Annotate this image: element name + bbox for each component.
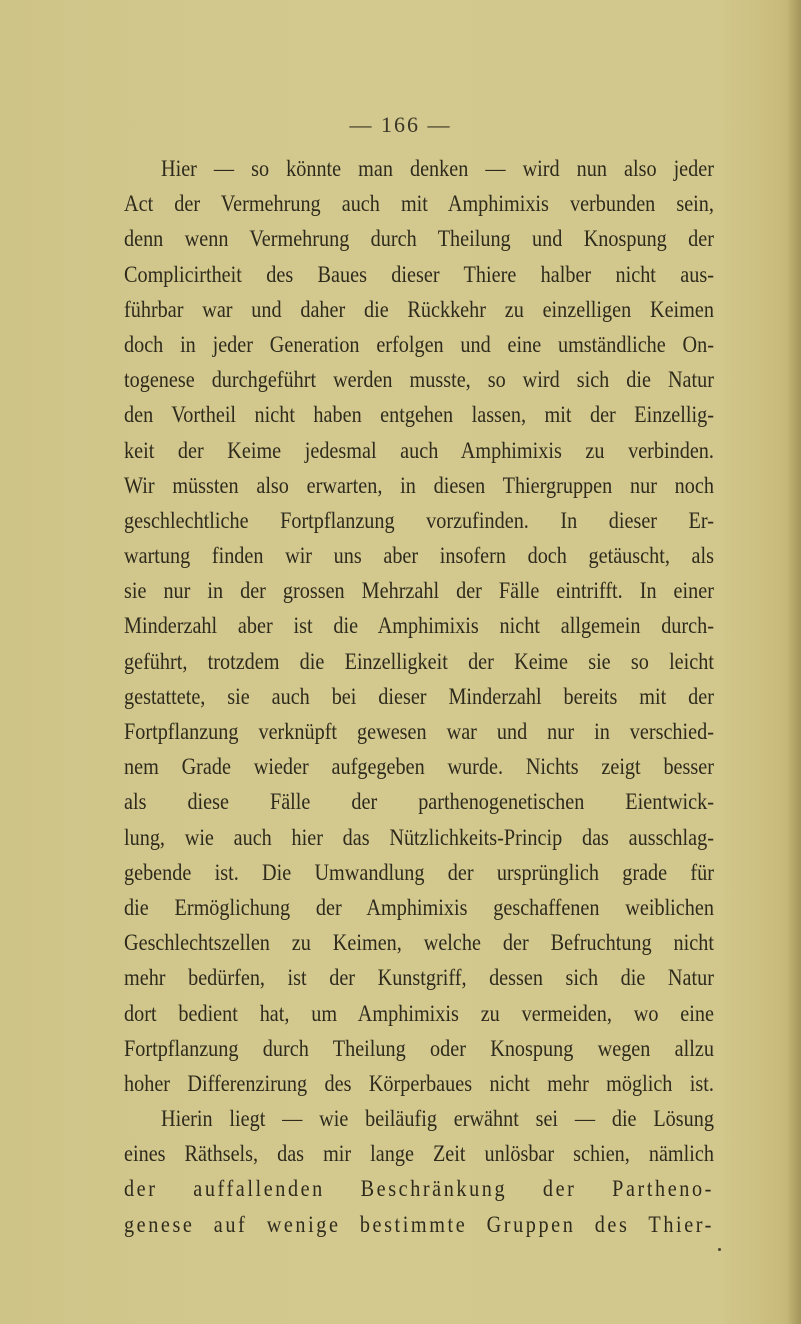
text-line: nem Grade wieder aufgegeben wurde. Nichts zeigt besser [124,754,714,781]
text-line: keit der Keime jedesmal auch Amphimixis zu verbinden. [124,437,714,464]
text-line: Minderzahl aber ist die Amphimixis nicht allgemein durch- [124,613,714,640]
text-line: Fortpflanzung verknüpft gewesen war und nur in verschied- [124,719,714,745]
text-line: denn wenn Vermehrung durch Theilung und Knospung der [124,226,714,253]
text-line: der auffallenden Beschränkung der Partheno- [124,1176,714,1203]
text-line: den Vortheil nicht haben entgehen lassen, mit der Einzellig- [124,402,714,429]
text-line: Fortpflanzung durch Theilung oder Knospung wegen allzu [124,1035,714,1062]
text-line: Hierin liegt — wie beiläufig erwähnt sei — die Lösung [160,1106,714,1133]
text-line: führbar war und daher die Rückkehr zu einzelligen Keimen [124,296,714,323]
page-edge-shadow [787,0,801,1324]
page-number: — 166 — [349,112,452,137]
text-line: geschlechtliche Fortpflanzung vorzufinden. In dieser Er- [124,507,714,534]
text-line: gebende ist. Die Umwandlung der ursprünglich grade für [124,859,714,886]
text-line: mehr bedürfen, ist der Kunstgriff, dessen sich die Natur [124,965,714,992]
text-line: eines Räthsels, das mir lange Zeit unlösbar schien, nämlich [124,1141,714,1168]
text-line: sie nur in der grossen Mehrzahl der Fälle eintrifft. In einer [124,578,714,605]
body-text [124,152,714,1243]
text-line: doch in jeder Generation erfolgen und eine umständliche On- [124,331,714,358]
text-line: togenese durchgeführt werden musste, so wird sich die Natur [124,367,714,394]
text-line: lung, wie auch hier das Nützlichkeits-Princip das ausschlag- [124,824,714,851]
text-line: Geschlechtszellen zu Keimen, welche der Befruchtung nicht [124,930,714,957]
text-line: geführt, trotzdem die Einzelligkeit der Keime sie so leicht [124,648,714,675]
text-line: Wir müssten also erwarten, in diesen Thiergruppen nur noch [124,472,714,499]
text-line: genese auf wenige bestimmte Gruppen des Thier- [124,1211,714,1238]
text-line: die Ermöglichung der Amphimixis geschaffenen weiblichen [124,894,714,921]
text-line: als diese Fälle der parthenogenetischen Eientwick- [124,789,714,816]
text-line: gestattete, sie auch bei dieser Minderzahl bereits mit der [124,683,714,710]
paper-speck [718,1248,721,1251]
text-line: hoher Differenzirung des Körperbaues nicht mehr möglich ist. [124,1070,714,1097]
text-line: wartung finden wir uns aber insofern doch getäuscht, als [124,543,714,570]
text-line: Act der Vermehrung auch mit Amphimixis verbunden sein, [124,191,714,218]
text-line: Hier — so könnte man denken — wird nun also jeder [160,156,714,182]
text-line: dort bedient hat, um Amphimixis zu vermeiden, wo eine [124,1000,714,1027]
text-line: Complicirtheit des Baues dieser Thiere halber nicht aus- [124,261,714,288]
